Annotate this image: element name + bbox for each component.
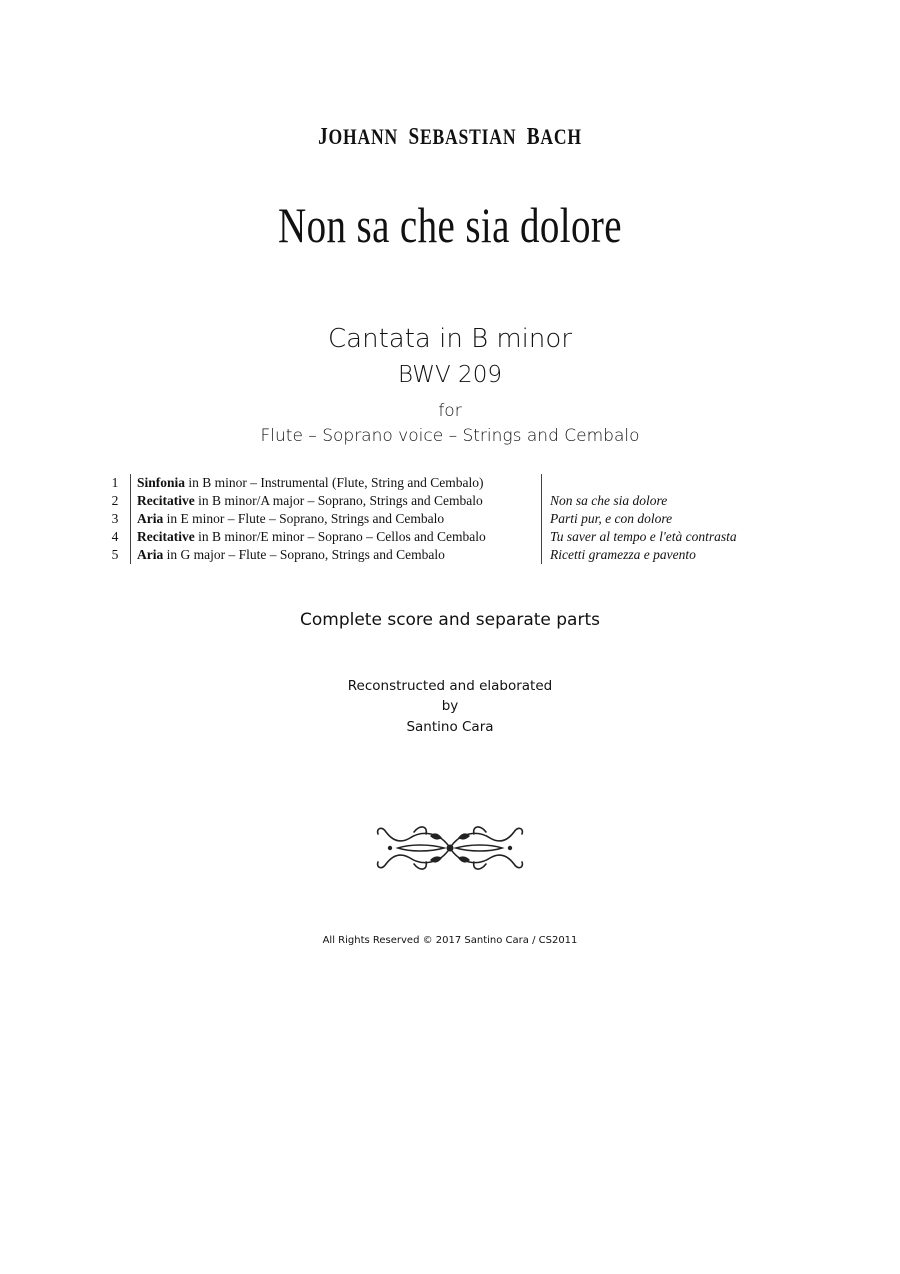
credit-line: Reconstructed and elaborated [347, 678, 553, 694]
movement-description [131, 528, 542, 546]
movement-detail: in E minor – Flute – Soprano, Strings and Cembalo [163, 511, 445, 526]
movement-description [131, 510, 542, 528]
movement-name: Aria [137, 547, 164, 562]
movement-number: 4 [104, 528, 131, 546]
movement-incipit: Parti pur, e con dolore [550, 511, 673, 526]
cantata-subtitle: Cantata in B minor [328, 324, 572, 354]
movement-description [131, 474, 542, 492]
baroque-flourish-icon [370, 818, 530, 878]
instrumentation: Flute – Soprano voice – Strings and Cembalo [260, 426, 640, 446]
movement-incipit: Ricetti gramezza e pavento [550, 547, 696, 562]
movement-description [131, 492, 542, 510]
movement-name: Recitative [137, 529, 195, 544]
copyright-notice: All Rights Reserved © 2017 Santino Cara / CS2011 [322, 935, 578, 946]
movement-incipit [542, 474, 737, 492]
movement-detail: in B minor/A major – Soprano, Strings and Cembalo [194, 493, 483, 508]
contents-note: Complete score and separate parts [300, 610, 600, 630]
composer-name: JOHANN SEBASTIAN BACH [318, 124, 582, 150]
catalog-number: BWV 209 [398, 362, 502, 388]
movement-detail: in B minor – Instrumental (Flute, String and Cembalo) [185, 475, 484, 490]
movement-detail: in B minor/E minor – Soprano – Cellos and Cembalo [194, 529, 486, 544]
movement-name: Recitative [137, 493, 195, 508]
movement-name: Sinfonia [137, 475, 186, 490]
movement-number: 1 [104, 474, 131, 492]
movement-detail: in G major – Flute – Soprano, Strings and Cembalo [163, 547, 445, 562]
movement-incipit: Tu saver al tempo e l'età contrasta [550, 529, 737, 544]
movement-description [131, 546, 542, 564]
movement-row [104, 528, 737, 546]
movement-incipit: Non sa che sia dolore [550, 493, 668, 508]
movement-row [104, 510, 737, 528]
movement-number: 3 [104, 510, 131, 528]
movement-row [104, 546, 737, 564]
movement-number: 5 [104, 546, 131, 564]
work-title: Non sa che sia dolore [278, 197, 622, 253]
movement-name: Aria [137, 511, 164, 526]
movement-number: 2 [104, 492, 131, 510]
for-label: for [438, 401, 462, 421]
movement-list [104, 474, 737, 564]
credit-by: by [441, 698, 459, 714]
movement-row [104, 492, 737, 510]
movement-row [104, 474, 737, 492]
credit-author: Santino Cara [406, 719, 494, 735]
